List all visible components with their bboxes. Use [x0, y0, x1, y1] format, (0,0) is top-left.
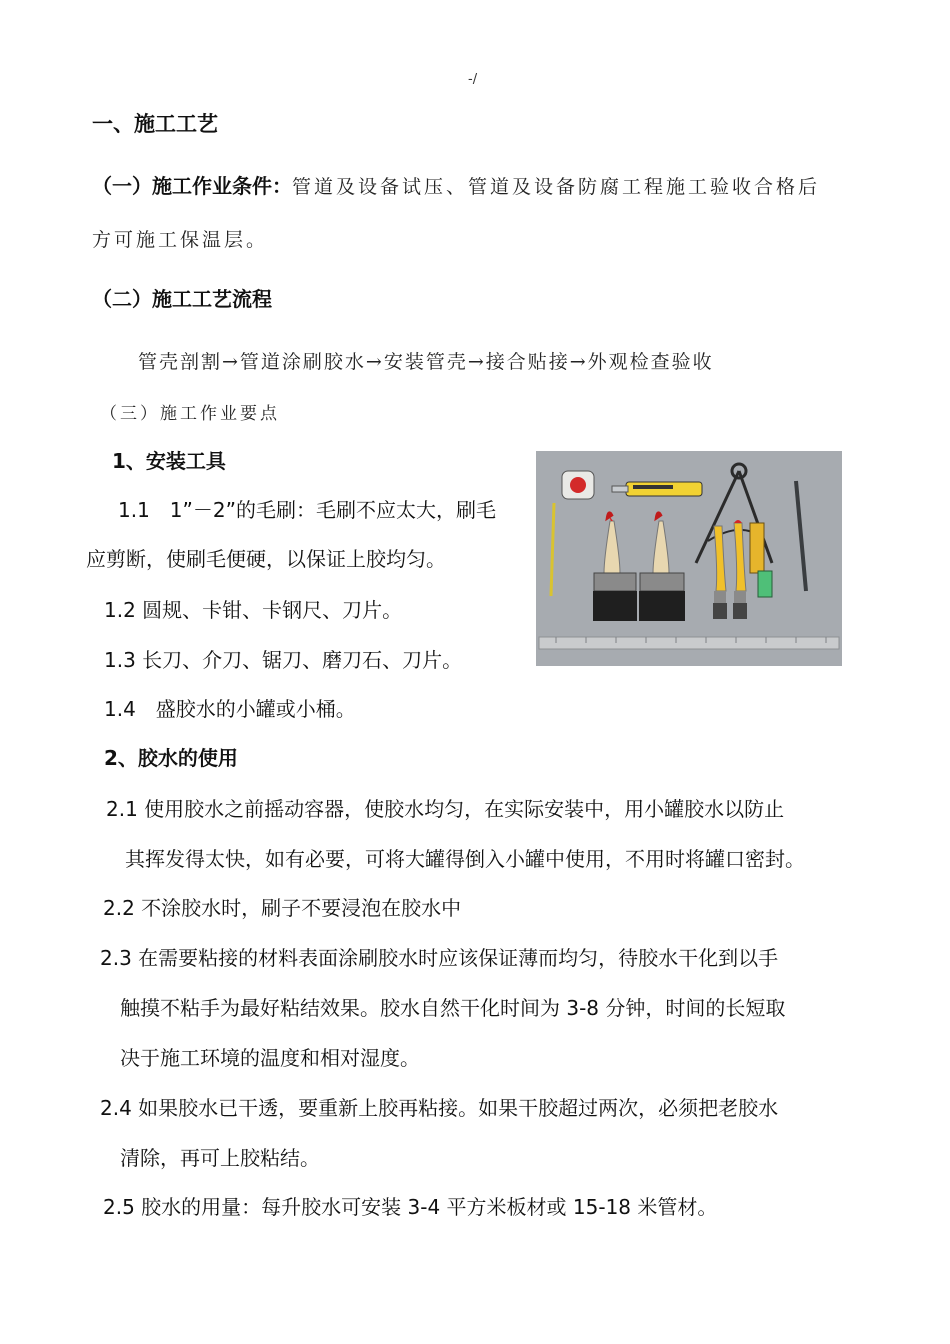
page-header-mark: -/	[468, 72, 478, 87]
tools-item-2: 1.2 圆规、卡钳、卡钢尺、刀片。	[104, 598, 403, 622]
glue-para-3b: 触摸不粘手为最好粘结效果。胶水自然干化时间为 3-8 分钟，时间的长短取	[120, 996, 786, 1020]
tools-item-4: 1.4 盛胶水的小罐或小桶。	[104, 697, 356, 721]
glue-para-1a: 2.1 使用胶水之前摇动容器，使胶水均匀，在实际安装中，用小罐胶水以防止	[106, 797, 785, 821]
glue-para-4b: 清除，再可上胶粘结。	[120, 1146, 320, 1170]
flow-title: （二）施工工艺流程	[92, 287, 272, 311]
flow-steps: 管壳剖割→管道涂刷胶水→安装管壳→接合贴接→外观检查验收	[138, 351, 714, 373]
tools-photo	[536, 451, 842, 666]
section-title: 一、施工工艺	[92, 112, 218, 136]
condition-label: （一）施工作业条件：	[92, 174, 292, 198]
tools-item-1a: 1.1 1”－2”的毛刷：毛刷不应太大，刷毛	[118, 498, 496, 522]
glue-para-5: 2.5 胶水的用量：每升胶水可安装 3-4 平方米板材或 15-18 米管材。	[103, 1195, 718, 1219]
condition-line-2: 方可施工保温层。	[92, 229, 269, 251]
tools-item-1b: 应剪断，使刷毛便硬，以保证上胶均匀。	[86, 547, 446, 571]
tools-title: 1、安装工具	[112, 449, 226, 473]
points-title: （三）施工作业要点	[100, 404, 280, 424]
condition-line-1	[92, 170, 820, 199]
glue-title: 2、胶水的使用	[104, 746, 238, 770]
glue-para-3a: 2.3 在需要粘接的材料表面涂刷胶水时应该保证薄而均匀，待胶水干化到以手	[100, 946, 779, 970]
glue-para-1b: 其挥发得太快，如有必要，可将大罐得倒入小罐中使用，不用时将罐口密封。	[125, 847, 805, 871]
glue-para-4a: 2.4 如果胶水已干透，要重新上胶再粘接。如果干胶超过两次，必须把老胶水	[100, 1096, 779, 1120]
glue-para-3c: 决于施工环境的温度和相对湿度。	[120, 1046, 420, 1070]
tools-item-3: 1.3 长刀、介刀、锯刀、磨刀石、刀片。	[104, 648, 463, 672]
glue-para-2: 2.2 不涂胶水时，刷子不要浸泡在胶水中	[103, 896, 462, 920]
condition-text: 管道及设备试压、管道及设备防腐工程施工验收合格后	[292, 176, 821, 198]
